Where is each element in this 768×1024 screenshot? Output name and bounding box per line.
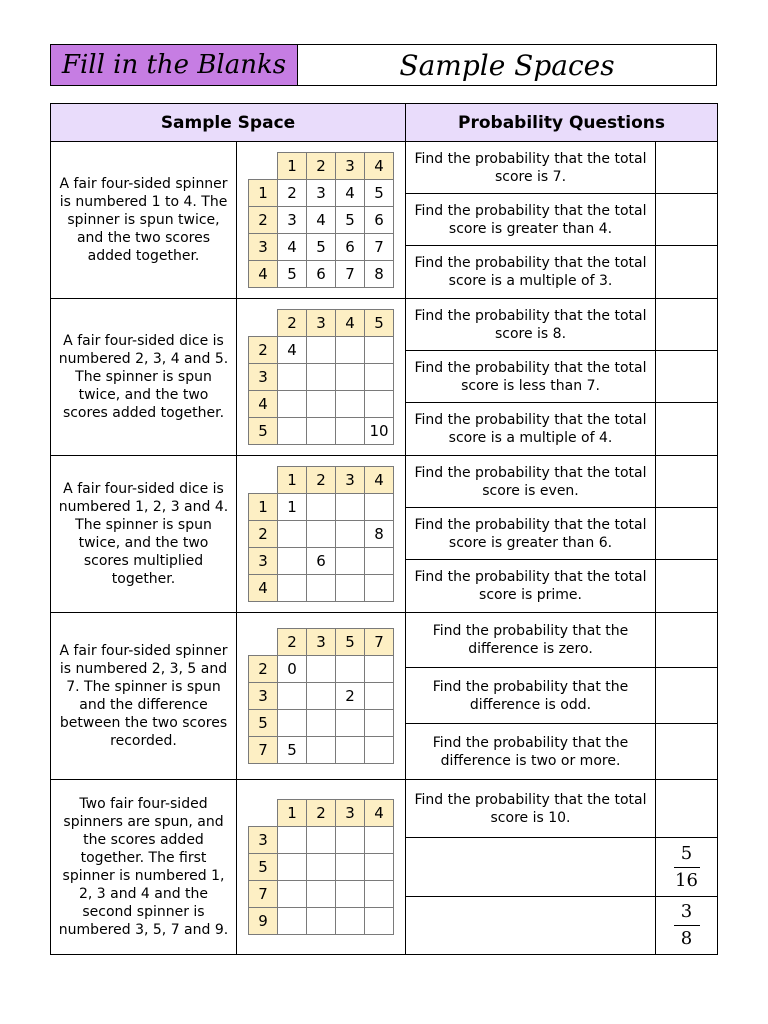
grid-row-header: 7 (249, 737, 278, 764)
grid-row-header: 5 (249, 854, 278, 881)
grid-column-header: 3 (307, 629, 336, 656)
grid-cell[interactable]: 4 (336, 180, 365, 207)
grid-cell[interactable] (336, 364, 365, 391)
grid-cell[interactable] (307, 827, 336, 854)
grid-cell[interactable] (365, 908, 394, 935)
grid-cell[interactable]: 4 (307, 207, 336, 234)
sample-space-grid-cell (237, 299, 406, 456)
grid-column-header: 2 (278, 629, 307, 656)
grid-column-header: 4 (365, 800, 394, 827)
sample-space-grid (248, 799, 394, 935)
grid-cell[interactable] (365, 391, 394, 418)
grid-cell[interactable]: 5 (307, 234, 336, 261)
scenario-description: A fair four-sided spinner is numbered 1 to 4. The spinner is spun twice, and the two scores added together. (51, 142, 237, 299)
grid-cell[interactable] (365, 710, 394, 737)
grid-cell[interactable]: 3 (278, 207, 307, 234)
sample-space-grid (248, 152, 394, 288)
grid-cell[interactable] (336, 908, 365, 935)
grid-cell[interactable] (365, 827, 394, 854)
grid-cell[interactable] (336, 391, 365, 418)
grid-cell[interactable] (336, 548, 365, 575)
fraction-numerator: 5 (680, 842, 693, 864)
grid-cell[interactable] (365, 337, 394, 364)
grid-cell[interactable]: 6 (307, 261, 336, 288)
grid-cell[interactable] (278, 364, 307, 391)
grid-row-header: 1 (249, 494, 278, 521)
scenario-description: A fair four-sided spinner is numbered 2, 3, 5 and 7. The spinner is spun and the difference between the two scores recorded. (51, 613, 237, 780)
answer-box[interactable] (656, 780, 718, 838)
grid-corner (249, 629, 278, 656)
answer-box[interactable] (656, 403, 718, 456)
grid-column-header: 3 (336, 467, 365, 494)
grid-cell[interactable]: 1 (278, 494, 307, 521)
grid-cell[interactable] (278, 391, 307, 418)
answer-box[interactable] (656, 299, 718, 351)
grid-cell[interactable]: 6 (365, 207, 394, 234)
grid-row-header: 9 (249, 908, 278, 935)
grid-corner (249, 467, 278, 494)
question-row (51, 613, 718, 668)
grid-cell[interactable]: 6 (336, 234, 365, 261)
fraction-denominator: 8 (680, 928, 693, 949)
grid-cell[interactable] (365, 656, 394, 683)
grid-cell[interactable] (336, 737, 365, 764)
answer-box[interactable] (656, 351, 718, 403)
answer-box[interactable] (656, 246, 718, 299)
probability-question: Find the probability that the total score is prime. (406, 560, 656, 613)
grid-cell[interactable] (307, 337, 336, 364)
grid-cell[interactable] (365, 575, 394, 602)
grid-row-header: 5 (249, 418, 278, 445)
grid-cell[interactable] (336, 494, 365, 521)
sample-space-grid (248, 466, 394, 602)
column-header-row (51, 104, 718, 142)
grid-cell[interactable] (336, 827, 365, 854)
answer-box[interactable] (656, 142, 718, 194)
grid-column-header: 3 (307, 310, 336, 337)
grid-row-header: 5 (249, 710, 278, 737)
grid-cell[interactable]: 8 (365, 521, 394, 548)
grid-cell[interactable] (307, 710, 336, 737)
grid-row-header: 4 (249, 391, 278, 418)
grid-row-header: 1 (249, 180, 278, 207)
grid-cell[interactable]: 5 (365, 180, 394, 207)
grid-corner (249, 800, 278, 827)
worksheet-badge: Fill in the Blanks (51, 45, 298, 85)
grid-cell[interactable] (307, 683, 336, 710)
grid-row-header: 4 (249, 261, 278, 288)
grid-cell[interactable]: 2 (336, 683, 365, 710)
grid-column-header: 5 (336, 629, 365, 656)
grid-row-header: 3 (249, 548, 278, 575)
grid-row-header: 3 (249, 827, 278, 854)
grid-cell[interactable] (336, 337, 365, 364)
grid-cell[interactable] (365, 548, 394, 575)
fraction-numerator: 3 (680, 901, 693, 922)
worksheet-title: Sample Spaces (399, 48, 615, 82)
grid-cell[interactable]: 5 (278, 737, 307, 764)
grid-row-header: 3 (249, 683, 278, 710)
grid-cell[interactable] (365, 737, 394, 764)
grid-column-header: 1 (278, 153, 307, 180)
grid-column-header: 2 (278, 310, 307, 337)
answer-box[interactable] (656, 668, 718, 724)
sample-space-grid (248, 309, 394, 445)
probability-question: Find the probability that the total score is even. (406, 456, 656, 508)
grid-cell[interactable]: 3 (307, 180, 336, 207)
question-row (51, 456, 718, 508)
grid-cell[interactable] (307, 737, 336, 764)
grid-cell[interactable] (307, 854, 336, 881)
grid-cell[interactable] (278, 881, 307, 908)
probability-question: Find the probability that the difference is two or more. (406, 724, 656, 780)
grid-row-header: 2 (249, 337, 278, 364)
column-header-probability-questions: Probability Questions (406, 104, 718, 142)
fraction-bar (674, 867, 700, 868)
probability-question: Find the probability that the total score is greater than 4. (406, 194, 656, 246)
grid-column-header: 2 (307, 800, 336, 827)
sample-space-grid-cell (237, 613, 406, 780)
grid-row-header: 4 (249, 575, 278, 602)
answer-box[interactable] (656, 838, 718, 897)
grid-cell[interactable] (336, 418, 365, 445)
question-row (51, 299, 718, 351)
answer-box[interactable] (656, 508, 718, 560)
grid-cell[interactable] (278, 575, 307, 602)
grid-row-header: 3 (249, 234, 278, 261)
answer-fraction (674, 901, 700, 950)
grid-cell[interactable] (307, 575, 336, 602)
sample-space-grid-cell (237, 780, 406, 955)
grid-cell[interactable] (307, 521, 336, 548)
grid-cell[interactable] (307, 881, 336, 908)
probability-question: Find the probability that the difference is zero. (406, 613, 656, 668)
grid-cell[interactable] (365, 683, 394, 710)
grid-cell[interactable] (307, 391, 336, 418)
grid-row-header: 2 (249, 207, 278, 234)
grid-cell[interactable] (307, 494, 336, 521)
grid-row-header: 2 (249, 521, 278, 548)
grid-cell[interactable]: 4 (278, 337, 307, 364)
grid-cell[interactable]: 7 (365, 234, 394, 261)
grid-cell[interactable]: 8 (365, 261, 394, 288)
sample-space-grid-cell (237, 142, 406, 299)
grid-cell[interactable]: 7 (336, 261, 365, 288)
grid-cell[interactable]: 0 (278, 656, 307, 683)
grid-cell[interactable] (278, 418, 307, 445)
question-row (51, 142, 718, 194)
grid-cell[interactable] (336, 854, 365, 881)
answer-box[interactable] (656, 194, 718, 246)
answer-box[interactable] (656, 560, 718, 613)
grid-cell[interactable] (336, 710, 365, 737)
scenario-description: A fair four-sided dice is numbered 1, 2, 3 and 4. The spinner is spun twice, and the two scores multiplied together. (51, 456, 237, 613)
answer-box[interactable] (656, 724, 718, 780)
grid-column-header: 1 (278, 800, 307, 827)
grid-column-header: 3 (336, 153, 365, 180)
grid-row-header: 7 (249, 881, 278, 908)
grid-cell[interactable] (278, 548, 307, 575)
answer-fraction (674, 843, 700, 892)
grid-column-header: 2 (307, 467, 336, 494)
fraction-denominator: 16 (675, 869, 698, 891)
grid-cell[interactable]: 5 (278, 261, 307, 288)
probability-question: Find the probability that the total score is less than 7. (406, 351, 656, 403)
question-row (51, 780, 718, 838)
grid-column-header: 7 (365, 629, 394, 656)
grid-cell[interactable]: 10 (365, 418, 394, 445)
answer-box[interactable] (656, 456, 718, 508)
grid-cell[interactable] (278, 683, 307, 710)
column-header-sample-space: Sample Space (51, 104, 406, 142)
grid-cell[interactable] (307, 364, 336, 391)
probability-question: Find the probability that the difference is odd. (406, 668, 656, 724)
grid-cell[interactable]: 5 (336, 207, 365, 234)
grid-cell[interactable] (365, 494, 394, 521)
grid-cell[interactable]: 2 (278, 180, 307, 207)
grid-cell[interactable]: 4 (278, 234, 307, 261)
probability-question: Find the probability that the total score is a multiple of 4. (406, 403, 656, 456)
grid-cell[interactable] (307, 908, 336, 935)
grid-column-header: 1 (278, 467, 307, 494)
grid-cell[interactable] (365, 854, 394, 881)
probability-question: Find the probability that the total score is greater than 6. (406, 508, 656, 560)
grid-corner (249, 310, 278, 337)
grid-cell[interactable] (278, 710, 307, 737)
grid-row-header: 3 (249, 364, 278, 391)
grid-column-header: 4 (336, 310, 365, 337)
worksheet-header (50, 44, 717, 86)
sample-space-table (50, 103, 718, 955)
scenario-description: Two fair four-sided spinners are spun, and the scores added together. The first spinner is numbered 1, 2, 3 and 4 and the second spinner is numbered 3, 5, 7 and 9. (51, 780, 237, 955)
answer-box[interactable] (656, 897, 718, 955)
grid-cell[interactable] (307, 418, 336, 445)
grid-column-header: 5 (365, 310, 394, 337)
grid-cell[interactable] (336, 881, 365, 908)
grid-column-header: 3 (336, 800, 365, 827)
grid-column-header: 4 (365, 467, 394, 494)
grid-cell[interactable] (336, 656, 365, 683)
probability-question: Find the probability that the total score is 10. (406, 780, 656, 838)
grid-column-header: 4 (365, 153, 394, 180)
grid-cell[interactable] (336, 575, 365, 602)
answer-box[interactable] (656, 613, 718, 668)
grid-cell[interactable] (278, 854, 307, 881)
sample-space-grid (248, 628, 394, 764)
probability-question: Find the probability that the total score is 8. (406, 299, 656, 351)
grid-cell[interactable] (278, 908, 307, 935)
fraction-bar (674, 925, 700, 926)
probability-question: Find the probability that the total score is a multiple of 3. (406, 246, 656, 299)
grid-cell[interactable] (278, 827, 307, 854)
grid-corner (249, 153, 278, 180)
grid-cell[interactable]: 6 (307, 548, 336, 575)
probability-question (406, 897, 656, 955)
probability-question: Find the probability that the total score is 7. (406, 142, 656, 194)
grid-column-header: 2 (307, 153, 336, 180)
grid-cell[interactable] (278, 521, 307, 548)
grid-cell[interactable] (336, 521, 365, 548)
grid-cell[interactable] (307, 656, 336, 683)
sample-space-grid-cell (237, 456, 406, 613)
probability-question (406, 838, 656, 897)
scenario-description: A fair four-sided dice is numbered 2, 3, 4 and 5. The spinner is spun twice, and the two scores added together. (51, 299, 237, 456)
grid-row-header: 2 (249, 656, 278, 683)
grid-cell[interactable] (365, 364, 394, 391)
grid-cell[interactable] (365, 881, 394, 908)
